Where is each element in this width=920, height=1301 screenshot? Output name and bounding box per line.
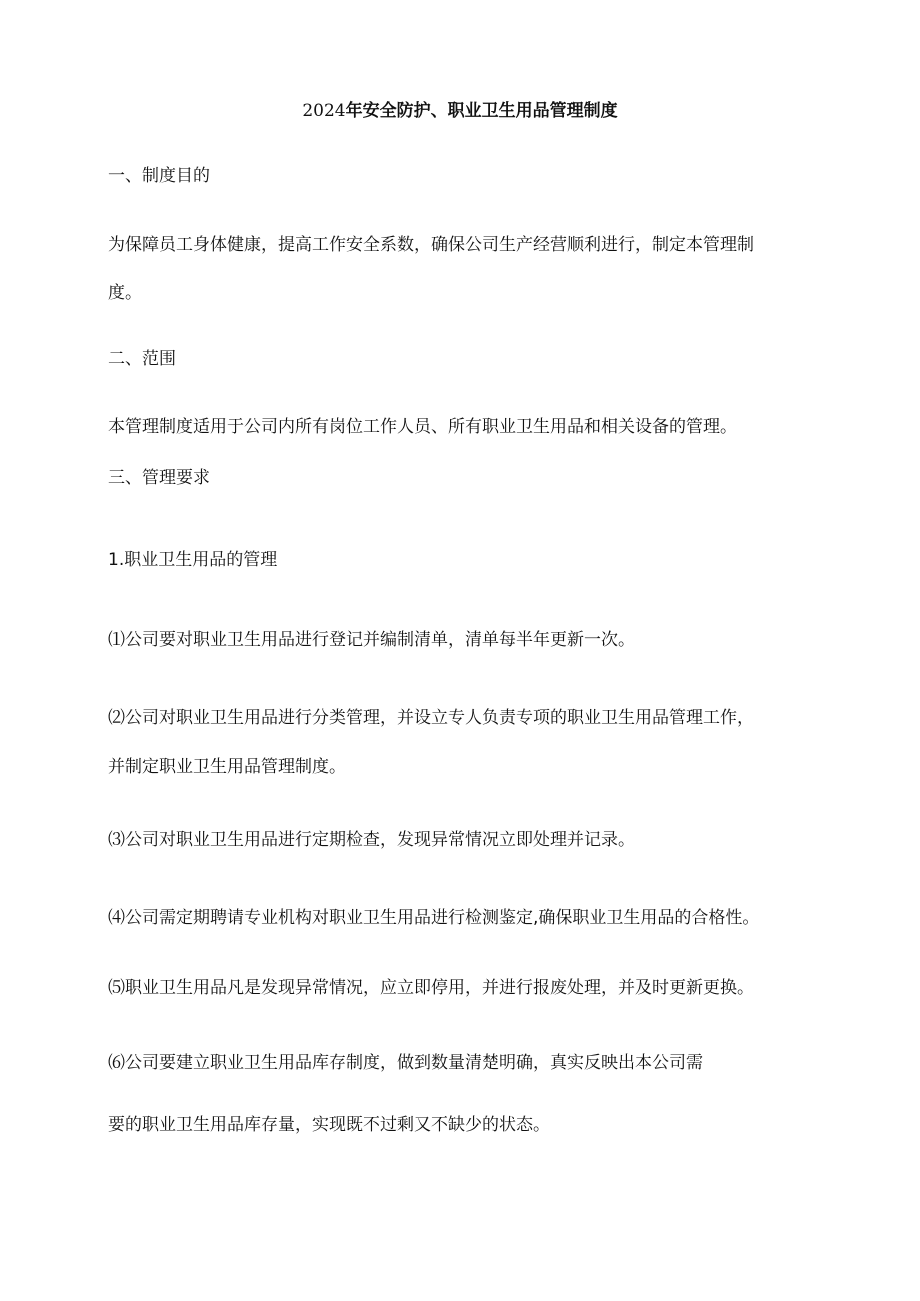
item-number: ⑷ — [108, 908, 125, 928]
section1-paragraph-line1: 为保障员工身体健康，提高工作安全系数，确保公司生产经营顺利进行，制定本管理制 — [108, 235, 754, 255]
item-text: 公司需定期聘请专业机构对职业卫生用品进行检测鉴定,确保职业卫生用品的合格性。 — [125, 908, 760, 928]
item-text: 公司要对职业卫生用品进行登记并编制清单，清单每半年更新一次。 — [125, 630, 635, 650]
list-item-6-continued: 要的职业卫生用品库存量，实现既不过剩又不缺少的状态。 — [108, 1115, 550, 1135]
list-item-2-continued: 并制定职业卫生用品管理制度。 — [108, 757, 346, 777]
document-title — [0, 100, 920, 122]
item-text: 公司要建立职业卫生用品库存制度，做到数量清楚明确，真实反映出本公司需 — [125, 1053, 703, 1073]
item-number: ⑹ — [108, 1053, 125, 1073]
list-item-2 — [108, 707, 754, 729]
item-text: 公司对职业卫生用品进行定期检查，发现异常情况立即处理并记录。 — [125, 830, 635, 850]
title-year: 2024 — [302, 101, 346, 121]
item-text: 职业卫生用品凡是发现异常情况，应立即停用，并进行报废处理，并及时更新更换。 — [125, 978, 754, 998]
list-item-5 — [108, 977, 754, 999]
item-number: ⑶ — [108, 830, 125, 850]
item-number: ⑵ — [108, 708, 125, 728]
item-number: ⑴ — [108, 630, 125, 650]
section1-paragraph-line2: 度。 — [108, 283, 142, 303]
list-item-1 — [108, 629, 635, 651]
title-text: 年安全防护、职业卫生用品管理制度 — [345, 101, 618, 121]
subsection-heading: 1.职业卫生用品的管理 — [108, 550, 278, 570]
item-number: ⑸ — [108, 978, 125, 998]
list-item-6 — [108, 1052, 703, 1074]
section3-heading: 三、管理要求 — [108, 468, 210, 488]
section1-heading: 一、制度目的 — [108, 166, 210, 186]
section2-paragraph: 本管理制度适用于公司内所有岗位工作人员、所有职业卫生用品和相关设备的管理。 — [108, 417, 737, 437]
section2-heading: 二、范围 — [108, 349, 176, 369]
list-item-4 — [108, 907, 759, 929]
item-text: 公司对职业卫生用品进行分类管理，并设立专人负责专项的职业卫生用品管理工作， — [125, 708, 754, 728]
list-item-3 — [108, 829, 635, 851]
